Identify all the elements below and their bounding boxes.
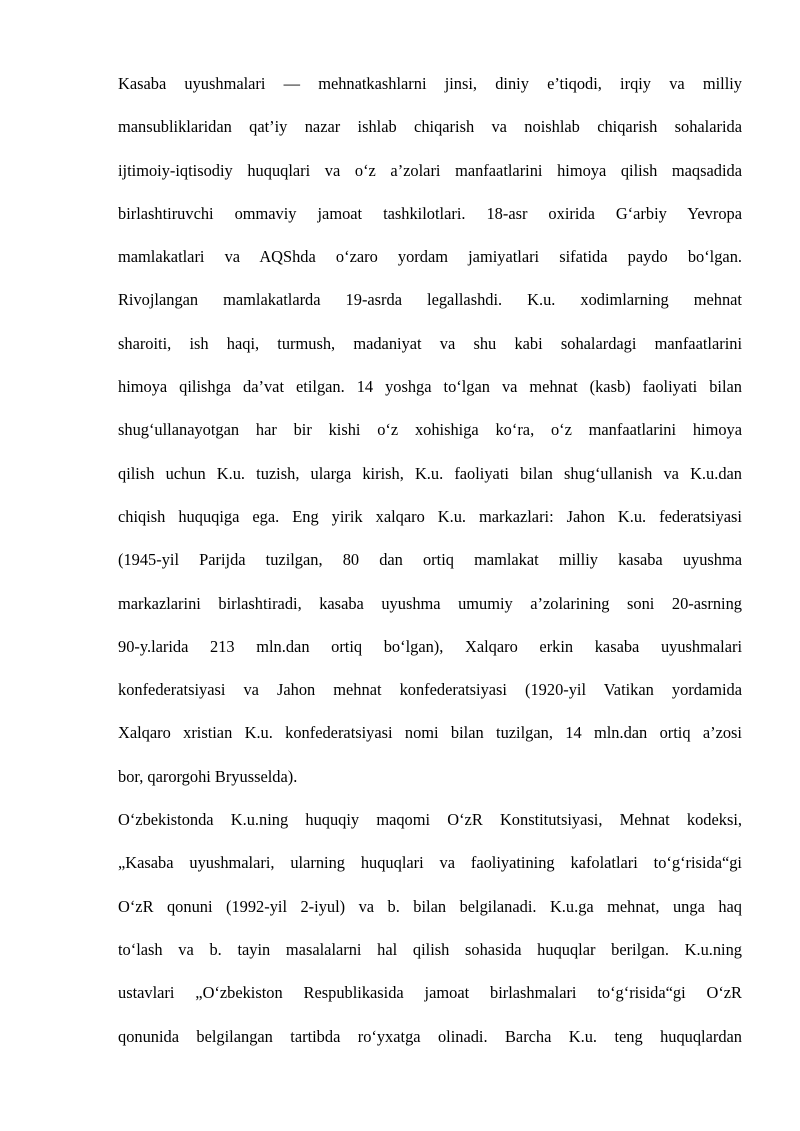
text-line: Kasaba uyushmalari — mehnatkashlarni jinsi, diniy e’tiqodi, irqiy va milliy	[118, 74, 742, 93]
text-line: ustavlari „O‘zbekiston Respublikasida jamoat birlashmalari to‘g‘risida“gi O‘zR	[118, 983, 742, 1003]
text-line: mamlakatlari va AQShda o‘zaro yordam jamiyatlari sifatida paydo bo‘lgan.	[118, 247, 742, 267]
text-line: konfederatsiyasi va Jahon mehnat konfederatsiyasi (1920-yil Vatikan yordamida	[118, 680, 742, 700]
text-line: qilish uchun K.u. tuzish, ularga kirish, K.u. faoliyati bilan shug‘ullanish va K.u.dan	[118, 463, 742, 483]
text-line: mansubliklaridan qat’iy nazar ishlab chiqarish va noishlab chiqarish sohalarida	[118, 117, 742, 137]
text-line: qonunida belgilangan tartibda ro‘yxatga olinadi. Barcha K.u. teng huquqlardan	[118, 1026, 742, 1046]
text-line: ijtimoiy-iqtisodiy huquqlari va o‘z a’zolari manfaatlarini himoya qilish maqsadida	[118, 160, 742, 180]
text-line: bor, qarorgohi Bryusselda).	[118, 766, 298, 786]
text-line: O‘zR qonuni (1992-yil 2-iyul) va b. bilan belgilanadi. K.u.ga mehnat, unga haq	[118, 896, 742, 916]
text-line: Rivojlangan mamlakatlarda 19-asrda legallashdi. K.u. xodimlarning mehnat	[118, 290, 742, 310]
paragraph-trade-unions-definition	[118, 68, 742, 804]
text-line: (1945-yil Parijda tuzilgan, 80 dan ortiq mamlakat milliy kasaba uyushma	[118, 550, 742, 570]
text-line: Xalqaro xristian K.u. konfederatsiyasi nomi bilan tuzilgan, 14 mln.dan ortiq a’zosi	[118, 723, 742, 743]
paragraph-uzbekistan-legal-status	[118, 804, 742, 1064]
text-line: 90-y.larida 213 mln.dan ortiq bo‘lgan), Xalqaro erkin kasaba uyushmalari	[118, 636, 742, 656]
document-page	[118, 68, 742, 1064]
text-line: chiqish huquqiga ega. Eng yirik xalqaro K.u. markazlari: Jahon K.u. federatsiyasi	[118, 506, 742, 526]
text-line: himoya qilishga da’vat etilgan. 14 yoshga to‘lgan va mehnat (kasb) faoliyati bilan	[118, 377, 742, 397]
text-line: markazlarini birlashtiradi, kasaba uyushma umumiy a’zolarining soni 20-asrning	[118, 593, 742, 613]
text-line: sharoiti, ish haqi, turmush, madaniyat va shu kabi sohalardagi manfaatlarini	[118, 333, 742, 353]
text-line: shug‘ullanayotgan har bir kishi o‘z xohishiga ko‘ra, o‘z manfaatlarini himoya	[118, 420, 742, 440]
text-line: birlashtiruvchi ommaviy jamoat tashkilotlari. 18-asr oxirida G‘arbiy Yevropa	[118, 203, 742, 223]
text-line: to‘lash va b. tayin masalalarni hal qilish sohasida huquqlar berilgan. K.u.ning	[118, 939, 742, 959]
text-line: „Kasaba uyushmalari, ularning huquqlari va faoliyatining kafolatlari to‘g‘risida“gi	[118, 853, 742, 873]
text-line: O‘zbekistonda K.u.ning huquqiy maqomi O‘zR Konstitutsiyasi, Mehnat kodeksi,	[118, 810, 742, 830]
